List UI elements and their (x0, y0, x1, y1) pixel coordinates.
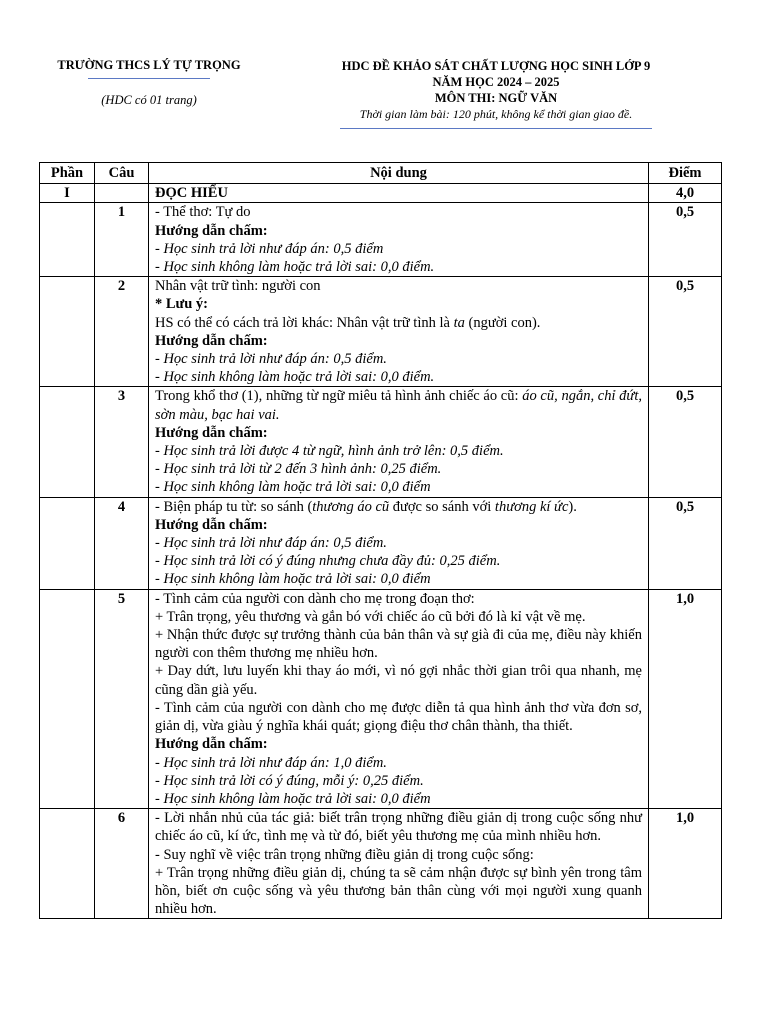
question-score: 0,5 (649, 387, 722, 497)
question-number: 3 (95, 387, 149, 497)
part-cell-empty (40, 497, 95, 589)
note-heading: * Lưu ý: (155, 296, 209, 313)
grading-line: - Học sinh trả lời như đáp án: 0,5 điểm. (155, 535, 387, 552)
school-name: TRƯỜNG THCS LÝ TỰ TRỌNG (57, 58, 241, 72)
school-header (40, 58, 258, 108)
section-score: 4,0 (649, 184, 722, 203)
answer-text: được so sánh với (389, 498, 495, 515)
grading-line: - Học sinh trả lời có ý đúng, mỗi ý: 0,25 điểm. (155, 772, 424, 789)
grading-guide-heading: Hướng dẫn chấm: (155, 222, 268, 239)
part-cell-empty (40, 277, 95, 387)
question-score: 0,5 (649, 203, 722, 277)
table-row (40, 497, 722, 589)
grading-line: - Học sinh không làm hoặc trả lời sai: 0,0 điểm. (155, 259, 435, 276)
exam-subject: MÔN THI: NGỮ VĂN (434, 91, 558, 105)
grading-guide-heading: Hướng dẫn chấm: (155, 424, 268, 441)
answer-line: - Lời nhắn nhủ của tác giả: biết trân trọng những điều giản dị trong cuộc sống như chiếc áo cũ, kí ức, tình mẹ và từ đó, biết yêu thương mẹ của mình nhiều hơn. (155, 810, 642, 845)
note-text-end: (người con). (464, 314, 541, 331)
answer-content (149, 277, 649, 387)
header-part: Phần (40, 163, 95, 184)
school-year: NĂM HỌC 2024 – 2025 (432, 75, 560, 89)
answer-line: - Thể thơ: Tự do (155, 204, 251, 221)
grading-line: - Học sinh trả lời được 4 từ ngữ, hình ảnh trở lên: 0,5 điểm. (155, 443, 504, 460)
table-row (40, 277, 722, 387)
exam-header (318, 58, 674, 129)
pages-note: (HDC có 01 trang) (101, 93, 197, 107)
question-score: 0,5 (649, 277, 722, 387)
table-row (40, 809, 722, 919)
answer-text: - Biện pháp tu từ: so sánh ( (155, 498, 313, 515)
answer-line: - Suy nghĩ về việc trân trọng những điều giản dị trong cuộc sống: (155, 846, 534, 863)
part-cell-empty (40, 809, 95, 919)
answer-content (149, 589, 649, 808)
grading-line: - Học sinh không làm hoặc trả lời sai: 0,0 điểm (155, 479, 431, 496)
answer-line: Nhân vật trữ tình: người con (155, 278, 321, 295)
answer-emphasis: thương áo cũ (312, 498, 390, 515)
note-line (155, 314, 642, 332)
note-text: HS có thể có cách trả lời khác: Nhân vật trữ tình là (155, 314, 454, 331)
section-question-empty (95, 184, 149, 203)
table-row (40, 203, 722, 277)
grading-line: - Học sinh trả lời từ 2 đến 3 hình ảnh: 0,25 điểm. (155, 461, 442, 478)
grading-line: - Học sinh trả lời như đáp án: 0,5 điểm. (155, 351, 387, 368)
answer-line: + Nhận thức được sự trưởng thành của bản thân và sự già đi của mẹ, điều này khiến người con thêm thương mẹ nhiều hơn. (155, 627, 642, 662)
answer-line: + Trân trọng, yêu thương và gắn bó với chiếc áo cũ bởi đó là kỉ vật về mẹ. (155, 608, 586, 625)
question-score: 1,0 (649, 809, 722, 919)
header-score: Điểm (649, 163, 722, 184)
header-content: Nội dung (149, 163, 649, 184)
table-row (40, 387, 722, 497)
answer-emphasis: thương kí ức (494, 498, 569, 515)
section-title: ĐỌC HIỂU (149, 184, 649, 203)
answer-line: - Tình cảm của người con dành cho mẹ được diễn tả qua hình ảnh thơ vừa đơn sơ, giản dị, vừa giàu ý nghĩa khái quát; giọng điệu thơ chân thành, tha thiết. (155, 699, 642, 735)
answer-content (149, 203, 649, 277)
answer-content (149, 809, 649, 919)
answer-line (155, 387, 642, 423)
grading-line: - Học sinh trả lời như đáp án: 0,5 điểm (155, 240, 384, 257)
section-row (40, 184, 722, 203)
question-score: 1,0 (649, 589, 722, 808)
grading-line: - Học sinh trả lời như đáp án: 1,0 điểm. (155, 754, 387, 771)
table-row (40, 589, 722, 808)
answer-line (155, 498, 642, 516)
question-number: 5 (95, 589, 149, 808)
table-header-row (40, 163, 722, 184)
grading-guide-heading: Hướng dẫn chấm: (155, 516, 268, 533)
part-cell-empty (40, 203, 95, 277)
question-number: 4 (95, 497, 149, 589)
grading-guide-heading: Hướng dẫn chấm: (155, 736, 268, 753)
answer-content (149, 497, 649, 589)
school-underline (88, 78, 210, 79)
grading-line: - Học sinh không làm hoặc trả lời sai: 0,0 điểm (155, 790, 431, 807)
answer-content (149, 387, 649, 497)
part-cell-empty (40, 387, 95, 497)
exam-underline (340, 128, 652, 129)
question-number: 1 (95, 203, 149, 277)
section-part: I (40, 184, 95, 203)
question-number: 2 (95, 277, 149, 387)
header-question: Câu (95, 163, 149, 184)
question-number: 6 (95, 809, 149, 919)
answer-table (39, 162, 722, 919)
answer-text-end: ). (568, 498, 577, 515)
exam-title: HDC ĐỀ KHẢO SÁT CHẤT LƯỢNG HỌC SINH LỚP 9 (341, 59, 651, 73)
answer-line: + Trân trọng những điều giản dị, chúng ta sẽ cảm nhận được sự bình yên trong tâm hồn, biết ơn cuộc sống và yêu thương bản thân cùng với mọi người xung quanh nhiều hơn. (155, 864, 642, 918)
exam-time: Thời gian làm bài: 120 phút, không kể thời gian giao đề. (359, 107, 633, 121)
answer-line: + Day dứt, lưu luyến khi thay áo mới, vì nó gợi nhắc thời gian trôi qua nhanh, mẹ cũng dần già yếu. (155, 663, 642, 698)
grading-line: - Học sinh không làm hoặc trả lời sai: 0,0 điểm (155, 571, 431, 588)
answer-line: - Tình cảm của người con dành cho mẹ trong đoạn thơ: (155, 590, 475, 607)
part-cell-empty (40, 589, 95, 808)
note-emphasis: ta (453, 314, 465, 331)
grading-line: - Học sinh trả lời có ý đúng nhưng chưa đầy đủ: 0,25 điểm. (155, 553, 501, 570)
question-score: 0,5 (649, 497, 722, 589)
answer-emphasis: áo cũ, ngắn, chỉ đứt, sờn màu, bạc hai vai. (155, 388, 642, 423)
grading-line: - Học sinh không làm hoặc trả lời sai: 0,0 điểm. (155, 369, 435, 386)
answer-text: Trong khổ thơ (1), những từ ngữ miêu tả hình ảnh chiếc áo cũ: (155, 388, 523, 405)
grading-guide-heading: Hướng dẫn chấm: (155, 332, 268, 349)
